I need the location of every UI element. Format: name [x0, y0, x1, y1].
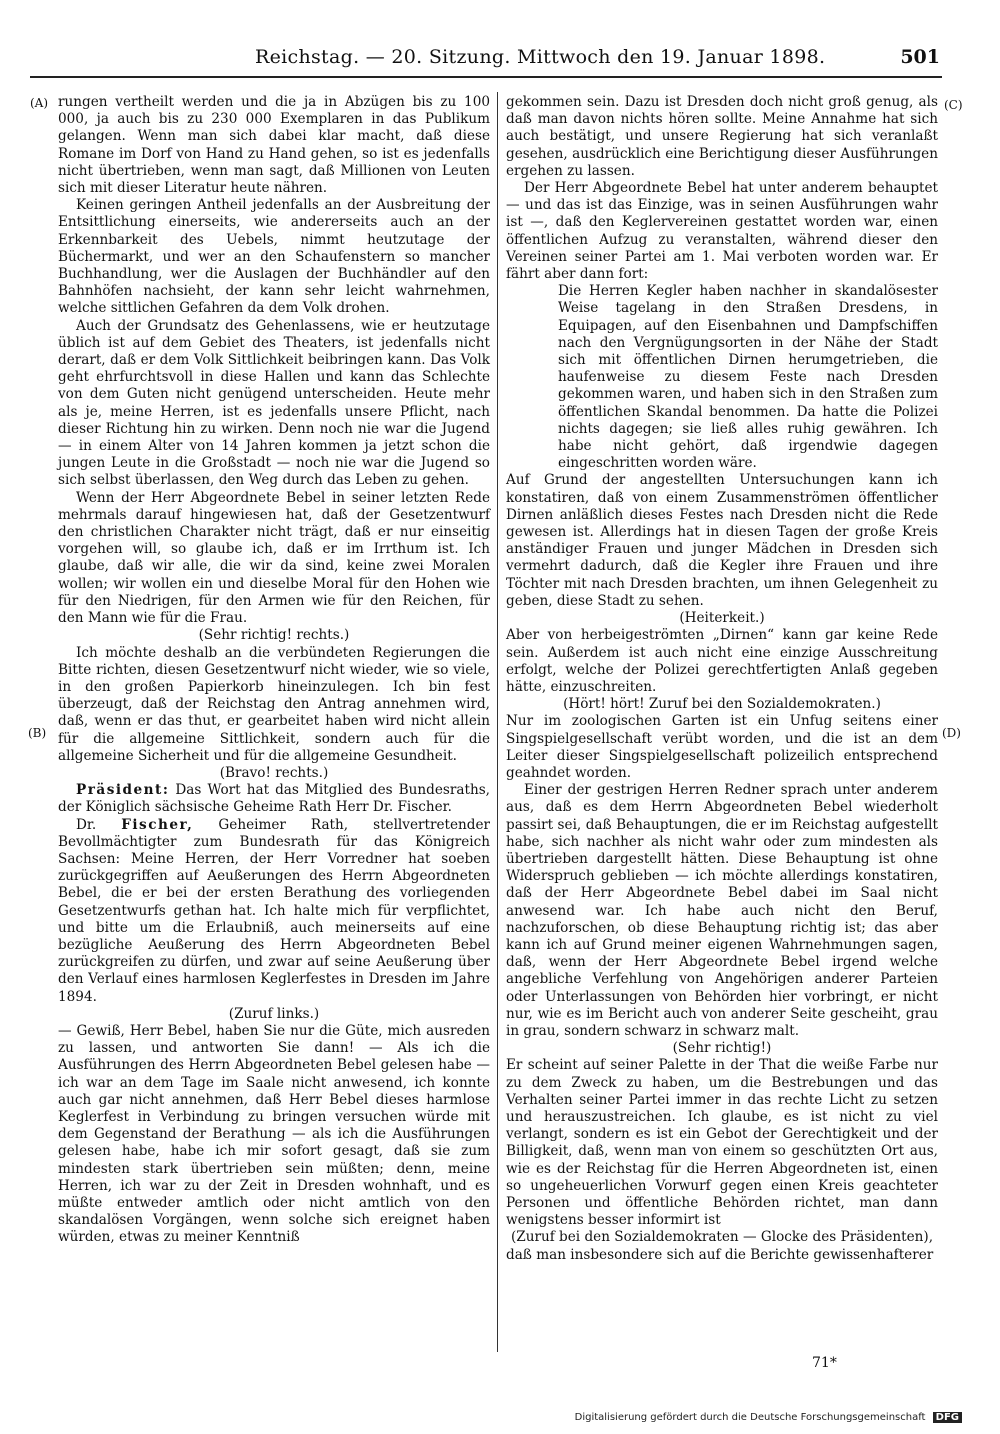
- footer-credit: [575, 1412, 962, 1423]
- paragraph: Er scheint auf seiner Palette in der That die weiße Farbe nur zu dem Zweck zu haben, um die Bestrebungen und das Verhalten seiner Partei immer in das rechte Licht zu setzen und herauszustreichen. Ich glaube, es ist nicht zu viel verlangt, sondern es ist ein Gebot der Gerechtigkeit und der Billigkeit, daß, wenn man von einem so geschützten Ort aus, wie es der Reichstag für die Herren Abgeordneten ist, einen so ungeheuerlichen Vorwurf gegen einen Kreis geachteter Personen und öffentliche Behörden richtet, man dann wenigstens besser informirt ist: [506, 1057, 938, 1229]
- paragraph: Der Herr Abgeordnete Bebel hat unter anderem behauptet — und das ist das Einzige, was in seinen Ausführungen wahr ist —, daß den Keglervereinen gestattet worden war, einen öffentlichen Aufzug zu veranstalten, während dieser den Vereinen seiner Partei am 1. Mai verboten worden war. Er fährt aber dann fort:: [506, 180, 938, 283]
- interjection: (Sehr richtig! rechts.): [198, 627, 350, 644]
- paragraph: Auch der Grundsatz des Gehenlassens, wie er heutzutage üblich ist auf dem Gebiet des Theaters, ist jedenfalls nicht derart, daß er dem Volk Sittlichkeit beibringen kann. Das Volk geht ehrfurchtsvoll in diese Hallen und kann das Schlechte von dem Guten nicht genügend unterscheiden. Heute mehr als je, meine Herren, ist es jedenfalls unsere Pflicht, nach dieser Richtung hin zu wirken. Denn noch nie war die Jugend — in einem Alter von 14 Jahren kommen ja jetzt schon die jungen Leute in die Großstadt — noch nie war die Jugend so sich selbst überlassen, den Weg durch das Leben zu gehen.: [58, 317, 490, 489]
- footer-text: Digitalisierung gefördert durch die Deutsche Forschungsgemeinschaft: [574, 1412, 926, 1423]
- column-divider: [497, 92, 498, 1352]
- paragraph: Wenn der Herr Abgeordnete Bebel in seiner letzten Rede mehrmals darauf hingewiesen hat, daß der Gesetzentwurf den christlichen Charakter nicht trägt, daß er nur einseitig vorgehen will, so glaube ich, daß er im Irrthum ist. Ich glaube, daß wir alle, die wir da sind, keine zwei Moralen wollen; wir wollen ein und dieselbe Moral für den Hohen wie für den Niedrigen, für den Armen wie für den Reichen, für den Mann wie für die Frau.: [58, 489, 490, 627]
- speech-text: Das Wort hat das Mitglied des Bundesraths, der Königlich sächsische Geheime Rath Herr Dr. Fischer.: [58, 782, 490, 816]
- paragraph: Nur im zoologischen Garten ist ein Unfug seitens einer Singspielgesellschaft verübt worden, und die ist an dem Leiter dieser Singspielgesellschaft polizeilich entsprechend geahndet worden.: [506, 713, 938, 781]
- paragraph: — Gewiß, Herr Bebel, haben Sie nur die Güte, mich ausreden zu lassen, und antworten Sie dann! — Als ich die Ausführungen des Herrn Abgeordneten Bebel gelesen habe — ich war an dem Tage im Saale nicht anwesend, ich konnte auch gar nicht annehmen, daß Herr Bebel dieses harmlose Keglerfest in Verbindung zu bringen versuchen würde mit dem Gegenstand der Berathung — als ich die Ausführungen gelesen habe, habe ich mir sofort gesagt, daß sie zum mindesten stark übertrieben sein müßten; denn, meine Herren, ich war zu der Zeit in Dresden wohnhaft, und es müßte entweder amtlich oder nicht amtlich von den skandalösen Vorgängen, wenn solche sich ereignet haben würden, etwas zu meiner Kenntniß: [58, 1022, 490, 1246]
- interjection: (Bravo! rechts.): [219, 764, 329, 781]
- paragraph: Keinen geringen Antheil jedenfalls an der Ausbreitung der Entsittlichung einerseits, wie andererseits auch an der Erkennbarkeit des Uebels, nimmt heutzutage der Büchermarkt, und wer an den Schaufenstern so mancher Buchhandlung, wer die Auslagen der Buchhändler auf den Bahnhöfen nachsieht, der kann sehr leicht wahrnehmen, welche sittlichen Gefahren da dem Volk drohen.: [58, 197, 490, 317]
- sheet-signature: 71*: [812, 1355, 837, 1371]
- paragraph: Einer der gestrigen Herren Redner sprach unter anderem aus, daß es dem Herrn Abgeordneten Bebel wiederholt passirt sei, daß Behauptungen, die er im Reichstag aufgestellt habe, sich nachher als nicht wahr oder zum mindesten als übertrieben dargestellt hätten. Diese Behauptung ist ohne Widerspruch geblieben — ich möchte allerdings konstatiren, daß der Herr Abgeordnete Bebel dabei im Saal nicht anwesend war. Ich habe auch nicht den Beruf, nachzuforschen, ob diese Behauptung richtig ist; das aber kann ich auf Grund meiner eigenen Wahrnehmungen sagen, daß, wenn der Herr Abgeordnete Bebel irgend welche angebliche Verfehlung von Angehörigen anderer Parteien oder Unterlassungen von Behörden hier vorbringt, er nicht nur, wie es im Bericht auch von anderer Seite gescheiht, grau in grau, sondern schwarz in schwarz malt.: [506, 782, 938, 1039]
- quoted-paragraph: Die Herren Kegler haben nachher in skandalösester Weise tagelang in den Straßen Dresdens, in Equipagen, auf den Eisenbahnen und Dampfschiffen nach den Vergnügungsorten in der Nähe der Stadt sich mit öffentlichen Dirnen herumgetrieben, die haufenweise zu diesem Feste nach Dresden gekommen waren, und haben sich in den Straßen zum öffentlichen Skandal benommen. Da hatte die Polizei nichts dagegen; sie ließ alles ruhig gewähren. Ich habe nicht gehört, daß irgendwie dagegen eingeschritten worden wäre.: [558, 283, 938, 472]
- margin-mark-b: (B): [28, 726, 47, 740]
- margin-mark-a: (A): [30, 96, 49, 110]
- speaker-name: Fischer,: [121, 816, 194, 833]
- margin-mark-c: (C): [944, 98, 963, 112]
- speaker-paragraph: [58, 817, 490, 1006]
- paragraph: rungen vertheilt werden und die ja in Abzügen bis zu 100 000, ja auch bis zu 230 000 Exemplaren in das Publikum gelangen. Wenn man sich dabei klar macht, daß diese Romane im Dorf von Hand zu Hand gehen, so ist es jedenfalls nicht übertrieben, wenn man sagt, daß Millionen von Leuten sich mit dieser Literatur heute nähren.: [58, 94, 490, 197]
- speech-text: Geheimer Rath, stellvertretender Bevollmächtigter zum Bundesrath für das Königreich Sachsen: Meine Herren, der Herr Vorredner hat soeben zurückgegriffen auf Aeußerungen des Herrn Abgeordneten Bebel, die er bei der ersten Berathung des vorliegenden Gesetzentwurfs gethan hat. Ich halte mich für verpflichtet, und bitte um die Erlaubniß, auch meinerseits auf eine bezügliche Aeußerung des Herrn Abgeordneten Bebel zurückgreifen zu dürfen, und zwar auf seine Aeußerung über den Verlauf eines harmlosen Keglerfestes in Dresden im Jahre 1894.: [58, 816, 491, 1005]
- interjection: (Hört! hört! Zuruf bei den Sozialdemokraten.): [563, 696, 881, 713]
- paragraph: gekommen sein. Dazu ist Dresden doch nicht groß genug, als daß man davon nichts hören sollte. Meine Annahme hat sich auch bestätigt, und unsere Regierung hat sich veranlaßt gesehen, ausdrücklich eine Berichtigung dieser Ausführungen ergehen zu lassen.: [506, 94, 938, 179]
- interjection: (Zuruf links.): [228, 1005, 320, 1022]
- speaker-title: Dr.: [76, 816, 122, 833]
- paragraph: daß man insbesondere sich auf die Berichte gewissenhafterer: [506, 1246, 934, 1263]
- interjection: (Sehr richtig!): [672, 1040, 772, 1057]
- speaker-name: Präsident:: [76, 782, 170, 799]
- running-title: Reichstag. — 20. Sitzung. Mittwoch den 19. Januar 1898.: [255, 46, 826, 68]
- page-header: [60, 46, 940, 72]
- dfg-logo: DFG: [933, 1412, 962, 1423]
- header-rule: [30, 76, 942, 78]
- paragraph: Auf Grund der angestellten Untersuchungen kann ich konstatiren, daß von einem Zusammenströmen öffentlicher Dirnen anläßlich dieses Festes nach Dresden nicht die Rede gewesen ist. Allerdings hat in diesen Tagen der große Kreis anständiger Frauen und junger Mädchen in Dresden sich vermehrt dadurch, daß die Kegler ihre Frauen und ihre Töchter mit nach Dresden brachten, um ihnen Gelegenheit zu geben, diese Stadt zu sehen.: [506, 472, 938, 609]
- margin-mark-d: (D): [942, 726, 961, 740]
- right-text-column: [506, 94, 938, 1264]
- paragraph: Aber von herbeigeströmten „Dirnen“ kann gar keine Rede sein. Außerdem ist auch nicht eine einzige Ausschreitung erfolgt, welche der Polizei gerechtfertigten Anlaß gegeben hätte, einzuschreiten.: [506, 627, 938, 695]
- paragraph: Ich möchte deshalb an die verbündeten Regierungen die Bitte richten, diesen Gesetzentwurf nicht wieder, wie so viele, in den großen Papierkorb hineinzulegen. Ich bin fest überzeugt, daß der Reichstag den Antrag annehmen wird, daß, wenn er das thut, er gearbeitet haben wird nicht allein für die allgemeine Sittlichkeit, sondern auch für die allgemeine Sicherheit und für die allgemeine Gesundheit.: [58, 644, 490, 764]
- speaker-paragraph: [58, 782, 490, 816]
- left-text-column: [58, 94, 490, 1247]
- interjection: (Heiterkeit.): [679, 610, 765, 627]
- interjection: (Zuruf bei den Sozialdemokraten — Glocke des Präsidenten),: [510, 1229, 934, 1246]
- page-number: 501: [900, 46, 940, 68]
